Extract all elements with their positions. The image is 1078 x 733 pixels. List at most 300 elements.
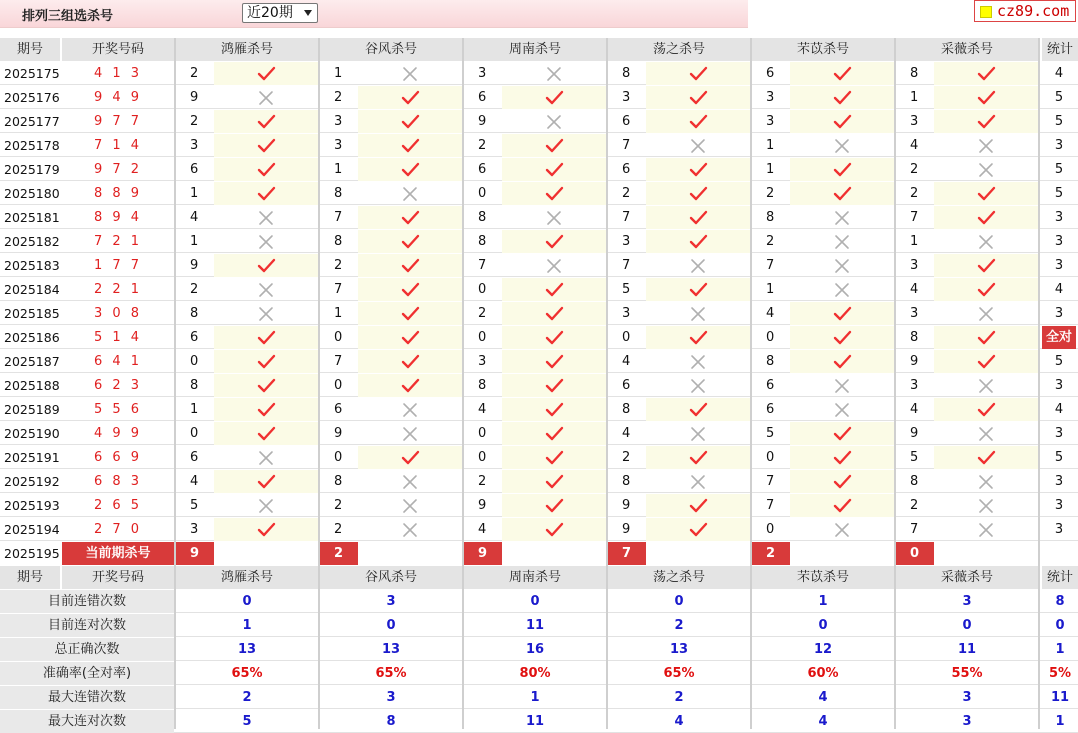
summary-value: 65% [231, 666, 263, 681]
check-icon [256, 330, 276, 346]
row-stat: 5 [1054, 162, 1064, 177]
hit-mark [214, 350, 318, 373]
miss-mark [358, 518, 462, 541]
miss-mark [934, 230, 1038, 253]
check-icon [400, 306, 420, 322]
kill-number: 8 [766, 210, 775, 225]
cross-icon [256, 234, 276, 250]
miss-mark [358, 470, 462, 493]
summary-value: 60% [807, 666, 839, 681]
kill-number: 0 [766, 522, 775, 537]
hit-mark [790, 110, 894, 133]
kill-number: 0 [478, 186, 487, 201]
column-divider [894, 38, 896, 729]
draw-numbers: 6 2 3 [93, 378, 143, 393]
check-icon [832, 450, 852, 466]
hit-mark [790, 182, 894, 205]
row-stat: 4 [1054, 66, 1064, 81]
check-icon [976, 66, 996, 82]
cross-icon [832, 210, 852, 226]
row-stat: 3 [1054, 306, 1064, 321]
current-issue-number: 2025195 [4, 546, 60, 561]
miss-mark [502, 254, 606, 277]
hit-mark [358, 254, 462, 277]
issue-number: 2025175 [4, 66, 60, 81]
check-icon [688, 282, 708, 298]
summary-header-draw: 开奖号码 [62, 566, 174, 589]
hit-mark [790, 158, 894, 181]
check-icon [976, 450, 996, 466]
kill-number: 9 [478, 498, 487, 513]
period-select-value: 近20期 [247, 5, 293, 21]
kill-number: 0 [334, 450, 343, 465]
kill-number: 3 [766, 114, 775, 129]
summary-value: 11 [525, 618, 545, 633]
kill-number: 9 [910, 426, 919, 441]
summary-label: 最大连对次数 [0, 710, 174, 733]
hit-mark [502, 494, 606, 517]
header-issue: 期号 [0, 38, 60, 61]
header-expert-1: 谷风杀号 [320, 38, 462, 61]
draw-numbers: 6 6 9 [93, 450, 143, 465]
row-stat: 5 [1054, 450, 1064, 465]
hit-mark [934, 350, 1038, 373]
summary-value: 13 [669, 642, 689, 657]
top-bar [0, 0, 748, 28]
draw-numbers: 4 9 9 [93, 426, 143, 441]
check-icon [832, 114, 852, 130]
miss-mark [934, 302, 1038, 325]
miss-mark [502, 206, 606, 229]
kill-number: 6 [766, 378, 775, 393]
kill-number: 6 [334, 402, 343, 417]
summary-header-expert-2: 周南杀号 [464, 566, 606, 589]
hit-mark [502, 158, 606, 181]
check-icon [400, 450, 420, 466]
hit-mark [214, 398, 318, 421]
kill-number: 8 [622, 474, 631, 489]
cross-icon [544, 114, 564, 130]
kill-number: 3 [622, 90, 631, 105]
hit-mark [214, 518, 318, 541]
summary-header-expert-4: 芣苡杀号 [752, 566, 894, 589]
kill-number: 9 [334, 426, 343, 441]
check-icon [256, 66, 276, 82]
hit-mark [214, 110, 318, 133]
kill-number: 3 [910, 306, 919, 321]
kill-number: 7 [478, 258, 487, 273]
kill-number: 2 [478, 306, 487, 321]
hit-mark [790, 470, 894, 493]
hit-mark [934, 446, 1038, 469]
kill-number: 1 [766, 282, 775, 297]
issue-number: 2025181 [4, 210, 60, 225]
kill-number: 4 [910, 138, 919, 153]
hit-mark [646, 494, 750, 517]
cross-icon [832, 402, 852, 418]
check-icon [688, 210, 708, 226]
period-select[interactable] [242, 3, 318, 23]
check-icon [256, 426, 276, 442]
cross-icon [688, 426, 708, 442]
summary-label: 准确率(全对率) [0, 662, 174, 685]
miss-mark [646, 302, 750, 325]
miss-mark [790, 134, 894, 157]
check-icon [256, 378, 276, 394]
check-icon [976, 402, 996, 418]
current-kill-number: 2 [320, 542, 358, 565]
cross-icon [256, 210, 276, 226]
header-stat: 统计 [1042, 38, 1078, 61]
draw-numbers: 3 0 8 [93, 306, 143, 321]
hit-mark [934, 254, 1038, 277]
check-icon [256, 354, 276, 370]
hit-mark [934, 86, 1038, 109]
site-logo[interactable] [974, 0, 1076, 22]
row-stat: 3 [1054, 498, 1064, 513]
kill-number: 8 [622, 66, 631, 81]
row-stat: 4 [1054, 282, 1064, 297]
cross-icon [976, 306, 996, 322]
check-icon [400, 210, 420, 226]
kill-number: 8 [190, 306, 199, 321]
miss-mark [214, 278, 318, 301]
hit-mark [646, 230, 750, 253]
hit-mark [358, 230, 462, 253]
check-icon [832, 90, 852, 106]
hit-mark [934, 398, 1038, 421]
hit-mark [502, 230, 606, 253]
kill-number: 8 [478, 378, 487, 393]
kill-number: 7 [766, 498, 775, 513]
row-stat: 4 [1054, 402, 1064, 417]
kill-number: 8 [910, 66, 919, 81]
row-stat: 5 [1054, 186, 1064, 201]
hit-mark [934, 62, 1038, 85]
miss-mark [646, 254, 750, 277]
miss-mark [934, 422, 1038, 445]
kill-number: 8 [478, 234, 487, 249]
kill-number: 0 [622, 330, 631, 345]
kill-number: 7 [766, 474, 775, 489]
kill-number: 2 [334, 522, 343, 537]
hit-mark [214, 182, 318, 205]
miss-mark [214, 230, 318, 253]
kill-number: 8 [190, 378, 199, 393]
summary-label: 目前连错次数 [0, 590, 174, 613]
check-icon [832, 474, 852, 490]
draw-numbers: 7 1 4 [93, 138, 143, 153]
summary-value: 55% [951, 666, 983, 681]
hit-mark [934, 206, 1038, 229]
issue-number: 2025182 [4, 234, 60, 249]
check-icon [976, 354, 996, 370]
hit-mark [502, 374, 606, 397]
hit-mark [790, 86, 894, 109]
kill-number: 2 [190, 282, 199, 297]
check-icon [544, 282, 564, 298]
logo-square-icon [980, 6, 992, 18]
header-expert-5: 采薇杀号 [896, 38, 1038, 61]
hit-mark [790, 302, 894, 325]
cross-icon [256, 90, 276, 106]
kill-number: 4 [766, 306, 775, 321]
kill-number: 7 [766, 258, 775, 273]
row-stat: 3 [1054, 426, 1064, 441]
check-icon [400, 90, 420, 106]
summary-value: 4 [818, 690, 828, 705]
summary-value: 2 [674, 618, 684, 633]
issue-number: 2025185 [4, 306, 60, 321]
kill-number: 5 [190, 498, 199, 513]
summary-stat: 1 [1055, 714, 1065, 729]
miss-mark [646, 134, 750, 157]
row-stat: 3 [1054, 378, 1064, 393]
row-stat: 5 [1054, 114, 1064, 129]
hit-mark [934, 278, 1038, 301]
cross-icon [976, 498, 996, 514]
kill-number: 4 [910, 402, 919, 417]
kill-number: 3 [910, 378, 919, 393]
hit-mark [646, 278, 750, 301]
check-icon [544, 186, 564, 202]
summary-header-issue: 期号 [0, 566, 60, 589]
row-stat: 3 [1054, 138, 1064, 153]
cross-icon [976, 378, 996, 394]
check-icon [256, 162, 276, 178]
kill-number: 1 [334, 306, 343, 321]
summary-header-expert-5: 采薇杀号 [896, 566, 1038, 589]
kill-number: 0 [766, 450, 775, 465]
hit-mark [646, 326, 750, 349]
logo-text: cz89.com [997, 2, 1070, 20]
miss-mark [934, 158, 1038, 181]
draw-numbers: 9 7 7 [93, 114, 143, 129]
kill-number: 7 [334, 282, 343, 297]
kill-number: 6 [190, 162, 199, 177]
hit-mark [358, 206, 462, 229]
summary-value: 1 [242, 618, 252, 633]
summary-value: 0 [674, 594, 684, 609]
summary-value: 2 [674, 690, 684, 705]
check-icon [400, 354, 420, 370]
check-icon [400, 258, 420, 274]
hit-mark [358, 134, 462, 157]
kill-number: 2 [478, 138, 487, 153]
check-icon [544, 402, 564, 418]
kill-number: 6 [478, 162, 487, 177]
kill-number: 1 [190, 234, 199, 249]
draw-numbers: 8 8 9 [93, 186, 143, 201]
kill-number: 0 [478, 330, 487, 345]
row-stat: 3 [1054, 474, 1064, 489]
draw-numbers: 1 7 7 [93, 258, 143, 273]
kill-number: 8 [334, 186, 343, 201]
hit-mark [646, 518, 750, 541]
hit-mark [502, 350, 606, 373]
cross-icon [976, 522, 996, 538]
issue-number: 2025184 [4, 282, 60, 297]
miss-mark [502, 62, 606, 85]
hit-mark [502, 302, 606, 325]
cross-icon [976, 138, 996, 154]
header-expert-4: 芣苡杀号 [752, 38, 894, 61]
kill-number: 3 [622, 306, 631, 321]
miss-mark [790, 230, 894, 253]
hit-mark [502, 470, 606, 493]
summary-label: 总正确次数 [0, 638, 174, 661]
check-icon [688, 114, 708, 130]
column-divider [606, 38, 608, 729]
summary-value: 4 [818, 714, 828, 729]
cross-icon [256, 498, 276, 514]
row-stat: 5 [1054, 354, 1064, 369]
hit-mark [646, 110, 750, 133]
check-icon [688, 450, 708, 466]
hit-mark [790, 326, 894, 349]
cross-icon [256, 306, 276, 322]
hit-mark [214, 470, 318, 493]
kill-number: 1 [334, 66, 343, 81]
row-stat: 3 [1054, 522, 1064, 537]
draw-numbers: 4 1 3 [93, 66, 143, 81]
check-icon [688, 330, 708, 346]
check-icon [832, 330, 852, 346]
kill-number: 6 [766, 66, 775, 81]
hit-mark [214, 62, 318, 85]
kill-number: 6 [766, 402, 775, 417]
miss-mark [790, 254, 894, 277]
check-icon [256, 402, 276, 418]
kill-number: 5 [766, 426, 775, 441]
cross-icon [400, 186, 420, 202]
cross-icon [976, 426, 996, 442]
hit-mark [646, 158, 750, 181]
issue-number: 2025177 [4, 114, 60, 129]
miss-mark [790, 398, 894, 421]
draw-numbers: 9 7 2 [93, 162, 143, 177]
summary-value: 1 [530, 690, 540, 705]
hit-mark [358, 110, 462, 133]
hit-mark [502, 326, 606, 349]
row-stat: 3 [1054, 210, 1064, 225]
cross-icon [832, 378, 852, 394]
kill-number: 6 [622, 162, 631, 177]
summary-value: 65% [375, 666, 407, 681]
kill-number: 2 [478, 474, 487, 489]
miss-mark [502, 110, 606, 133]
check-icon [976, 90, 996, 106]
check-icon [544, 138, 564, 154]
summary-value: 16 [525, 642, 545, 657]
kill-number: 4 [478, 522, 487, 537]
kill-number: 1 [334, 162, 343, 177]
check-icon [256, 186, 276, 202]
kill-number: 2 [910, 498, 919, 513]
kill-number: 2 [334, 90, 343, 105]
kill-number: 8 [910, 330, 919, 345]
check-icon [976, 330, 996, 346]
miss-mark [358, 62, 462, 85]
kill-number: 6 [190, 450, 199, 465]
hit-mark [358, 86, 462, 109]
check-icon [256, 522, 276, 538]
cross-icon [544, 258, 564, 274]
cross-icon [400, 402, 420, 418]
miss-mark [646, 374, 750, 397]
miss-mark [790, 278, 894, 301]
summary-stat: 5% [1048, 666, 1072, 681]
check-icon [256, 474, 276, 490]
hit-mark [502, 518, 606, 541]
hit-mark [502, 86, 606, 109]
cross-icon [976, 234, 996, 250]
summary-header-expert-0: 鸿雁杀号 [176, 566, 318, 589]
hit-mark [214, 254, 318, 277]
draw-numbers: 5 5 6 [93, 402, 143, 417]
kill-number: 1 [910, 234, 919, 249]
cross-icon [832, 258, 852, 274]
hit-mark [934, 326, 1038, 349]
cross-icon [832, 138, 852, 154]
miss-mark [646, 470, 750, 493]
kill-number: 3 [766, 90, 775, 105]
kill-number: 2 [766, 234, 775, 249]
current-kill-number: 7 [608, 542, 646, 565]
summary-stat: 0 [1055, 618, 1065, 633]
kill-number: 2 [910, 162, 919, 177]
summary-header-expert-1: 谷风杀号 [320, 566, 462, 589]
miss-mark [934, 518, 1038, 541]
hit-mark [358, 326, 462, 349]
header-expert-3: 荡之杀号 [608, 38, 750, 61]
header-expert-2: 周南杀号 [464, 38, 606, 61]
check-icon [832, 162, 852, 178]
hit-mark [646, 86, 750, 109]
check-icon [688, 522, 708, 538]
cross-icon [688, 474, 708, 490]
kill-number: 1 [190, 186, 199, 201]
issue-number: 2025194 [4, 522, 60, 537]
kill-number: 9 [190, 90, 199, 105]
summary-value: 65% [663, 666, 695, 681]
check-icon [544, 498, 564, 514]
miss-mark [358, 398, 462, 421]
check-icon [688, 402, 708, 418]
cross-icon [256, 450, 276, 466]
draw-numbers: 2 6 5 [93, 498, 143, 513]
column-divider [174, 38, 176, 729]
cross-icon [544, 66, 564, 82]
summary-value: 11 [525, 714, 545, 729]
hit-mark [790, 62, 894, 85]
check-icon [400, 282, 420, 298]
summary-value: 11 [957, 642, 977, 657]
check-icon [544, 474, 564, 490]
issue-number: 2025190 [4, 426, 60, 441]
header-draw: 开奖号码 [62, 38, 174, 61]
summary-header-stat: 统计 [1042, 566, 1078, 589]
kill-number: 3 [910, 114, 919, 129]
check-icon [976, 258, 996, 274]
kill-number: 6 [190, 330, 199, 345]
miss-mark [790, 374, 894, 397]
kill-number: 3 [334, 114, 343, 129]
summary-value: 80% [519, 666, 551, 681]
hit-mark [502, 422, 606, 445]
kill-number: 4 [190, 474, 199, 489]
kill-number: 2 [622, 450, 631, 465]
